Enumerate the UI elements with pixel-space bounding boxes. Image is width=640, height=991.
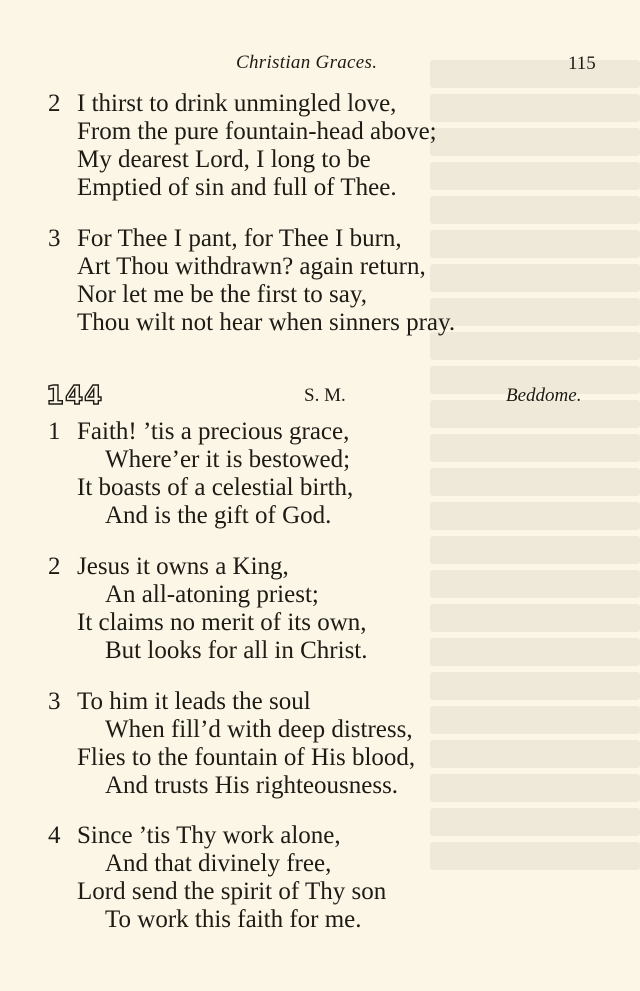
verse-line: Since ’tis Thy work alone, [77, 822, 341, 849]
verse-line: When fill’d with deep distress, [105, 716, 413, 743]
verse-line: Thou wilt not hear when sinners pray. [77, 309, 456, 336]
verse-line: Emptied of sin and full of Thee. [77, 174, 397, 201]
verse-line: Faith! ’tis a precious grace, [77, 418, 350, 445]
verse-line: An all-atoning priest; [105, 581, 319, 608]
verse-line: For Thee I pant, for Thee I burn, [77, 225, 402, 252]
verse-line: Where’er it is bestowed; [105, 446, 351, 473]
stanza-number: 3 [48, 688, 61, 715]
stanza-number: 3 [48, 225, 61, 252]
stanza-number: 2 [48, 553, 61, 580]
verse-line: It claims no merit of its own, [77, 609, 367, 636]
running-head [0, 52, 640, 78]
verse-line: Art Thou withdrawn? again return, [77, 253, 426, 280]
verse-line: But looks for all in Christ. [105, 637, 368, 664]
verse-line: To work this faith for me. [105, 906, 362, 933]
verse-line: It boasts of a celestial birth, [77, 474, 354, 501]
verse-line: My dearest Lord, I long to be [77, 146, 371, 173]
verse-line: To him it leads the soul [77, 688, 311, 715]
page-number: 115 [568, 53, 596, 74]
section-title: Christian Graces. [236, 52, 378, 73]
verse-line: And trusts His righteousness. [105, 772, 399, 799]
stanza-number: 4 [48, 822, 61, 849]
stanza-number: 2 [48, 90, 61, 117]
verse-line: And is the gift of God. [105, 502, 332, 529]
bleed-through-texture [430, 60, 640, 940]
verse-line: Flies to the fountain of His blood, [77, 744, 416, 771]
verse-line: I thirst to drink unmingled love, [77, 90, 397, 117]
hymn-number: 144 [46, 381, 104, 411]
verse-line: And that divinely free, [105, 850, 332, 877]
hymn-meter: S. M. [304, 385, 346, 406]
hymn-heading [0, 381, 640, 415]
verse-line: Nor let me be the first to say, [77, 281, 367, 308]
verse-line: Jesus it owns a King, [77, 553, 289, 580]
stanza-number: 1 [48, 418, 61, 445]
verse-line: Lord send the spirit of Thy son [77, 878, 387, 905]
hymn-author: Beddome. [506, 385, 582, 406]
verse-line: From the pure fountain-head above; [77, 118, 437, 145]
